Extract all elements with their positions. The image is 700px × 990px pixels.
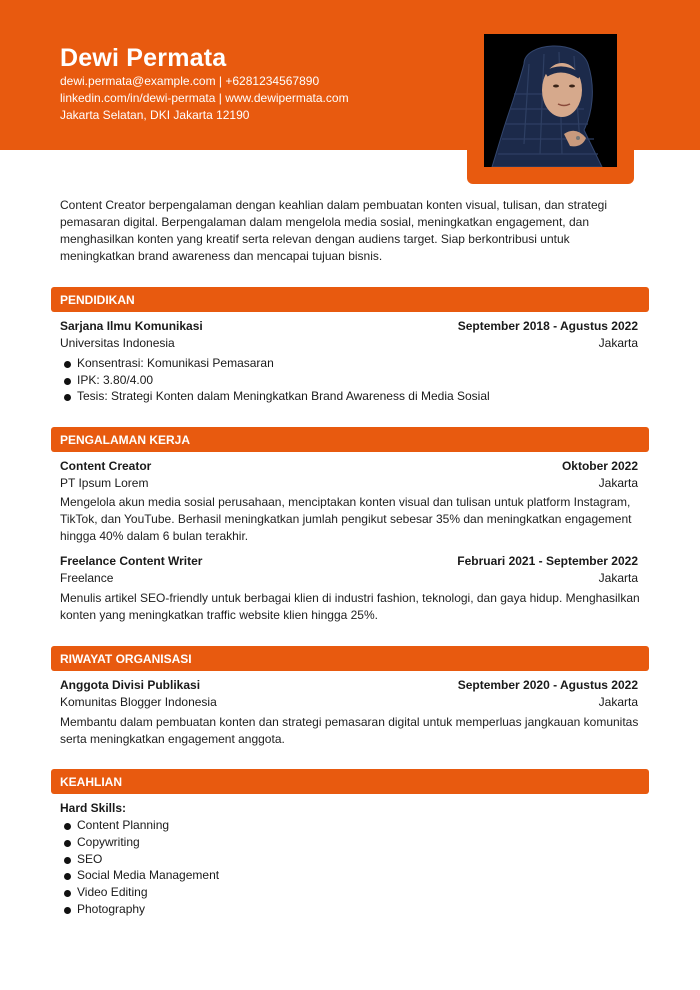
job-title: Content Creator <box>60 459 152 473</box>
bullet-icon <box>64 840 71 847</box>
section-title: PENDIDIKAN <box>60 293 135 307</box>
school: Universitas Indonesia <box>60 336 175 350</box>
section-header-education <box>51 287 649 312</box>
section-header-experience <box>51 427 649 452</box>
bullet-icon <box>64 857 71 864</box>
job-company-row <box>60 476 638 493</box>
organization-name-row <box>60 695 638 712</box>
bullet-icon <box>64 394 71 401</box>
degree: Sarjana Ilmu Komunikasi <box>60 319 203 333</box>
organization-name: Komunitas Blogger Indonesia <box>60 695 217 709</box>
bullet-icon <box>64 361 71 368</box>
organization-location: Jakarta <box>598 695 638 709</box>
job-period: Oktober 2022 <box>561 459 638 473</box>
section-header-organization <box>51 646 649 671</box>
bullet-icon <box>64 907 71 914</box>
section-title: PENGALAMAN KERJA <box>60 433 191 447</box>
job-company: PT Ipsum Lorem <box>60 476 149 490</box>
job-description: Mengelola akun media sosial perusahaan, menciptakan konten visual dan tulisan untuk platform Instagram, TikTok, dan YouTube. Berhasil meningkatkan jumlah pengikut sebesar 35% dan meningkatkan engagement hingga 40% dalam 6 bulan terakhir. <box>60 495 632 543</box>
bullet-icon <box>64 378 71 385</box>
organization-description: Membantu dalam pembuatan konten dan strategi pemasaran digital untuk memperluas jangkauan komunitas serta meningkatkan engagement anggota. <box>60 715 639 746</box>
job-description: Menulis artikel SEO-friendly untuk berbagai klien di industri fashion, teknologi, dan gaya hidup. Menghasilkan konten yang meningkatkan traffic website klien hingga 25%. <box>60 591 640 622</box>
contact-address: Jakarta Selatan, DKI Jakarta 12190 <box>60 108 250 122</box>
organization-title-row <box>60 678 638 695</box>
profile-summary: Content Creator berpengalaman dengan keahlian dalam pembuatan konten visual, tulisan, dan strategi pemasaran digital. Berpengalaman dalam mengelola media sosial, meningkatkan engagement, dan menghasilkan konten yang kreatif serta relevan dengan audiens target. Siap berkontribusi untuk meningkatkan brand awareness dan mencapai tujuan bisnis. <box>60 198 608 263</box>
education-school-row <box>60 336 638 353</box>
job-title-row <box>60 554 638 571</box>
bullet-icon <box>64 823 71 830</box>
section-title: KEAHLIAN <box>60 775 122 789</box>
education-location: Jakarta <box>598 336 638 350</box>
education-period: September 2018 - Agustus 2022 <box>457 319 638 333</box>
job-location: Jakarta <box>598 571 638 585</box>
profile-photo <box>484 34 617 167</box>
section-title: RIWAYAT ORGANISASI <box>60 652 192 666</box>
job-company: Freelance <box>60 571 114 585</box>
portrait-illustration <box>484 34 617 167</box>
section-header-skills <box>51 769 649 794</box>
contact-links: linkedin.com/in/dewi-permata | www.dewipermata.com <box>60 91 349 105</box>
organization-role: Anggota Divisi Publikasi <box>60 678 201 692</box>
skills-subheading: Hard Skills: <box>60 801 127 815</box>
contact-email-phone: dewi.permata@example.com | +6281234567890 <box>60 74 320 88</box>
profile-photo-frame <box>467 22 634 184</box>
job-title-row <box>60 459 638 476</box>
skills-subheading-row <box>60 801 638 818</box>
bullet-icon <box>64 890 71 897</box>
job-location: Jakarta <box>598 476 638 490</box>
organization-period: September 2020 - Agustus 2022 <box>457 678 638 692</box>
job-company-row <box>60 571 638 588</box>
candidate-name: Dewi Permata <box>60 44 227 72</box>
job-title: Freelance Content Writer <box>60 554 203 568</box>
bullet-icon <box>64 873 71 880</box>
job-period: Februari 2021 - September 2022 <box>457 554 638 568</box>
education-title-row <box>60 319 638 336</box>
